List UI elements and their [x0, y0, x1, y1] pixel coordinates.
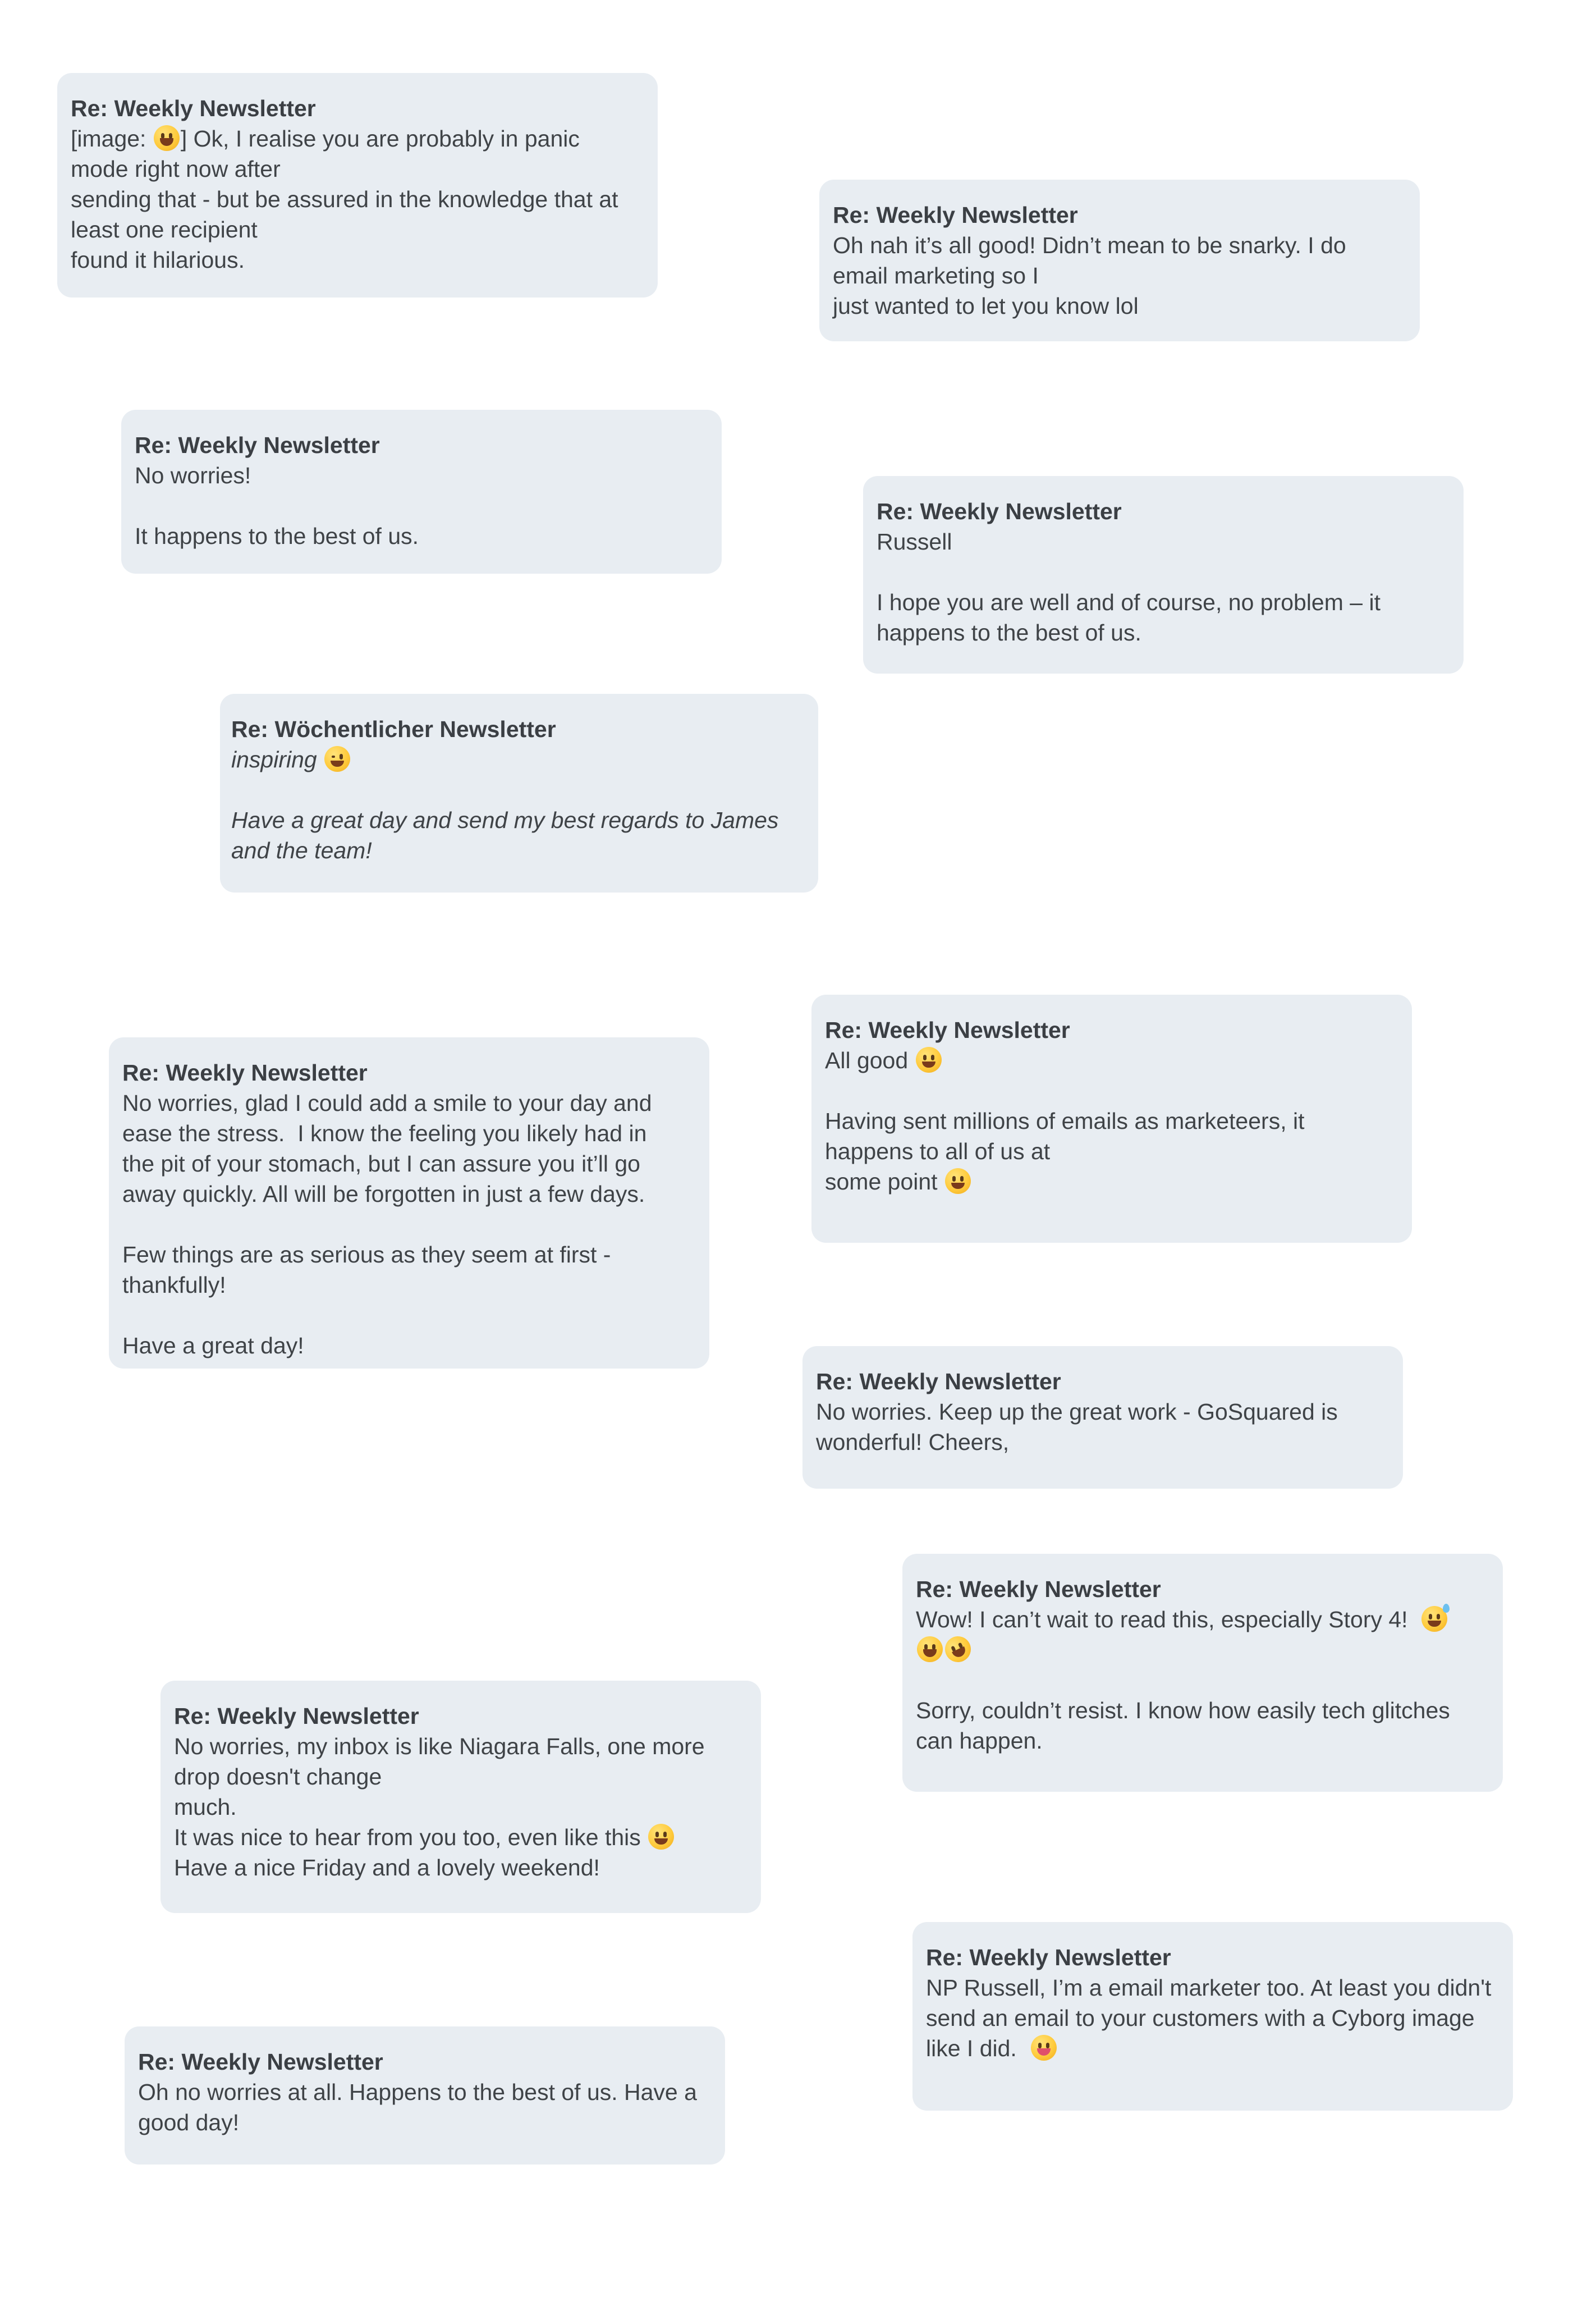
email-reply-card — [902, 1554, 1503, 1792]
email-body-line: much. — [174, 1794, 237, 1820]
email-subject: Re: Weekly Newsletter — [816, 1369, 1061, 1394]
email-subject: Re: Weekly Newsletter — [71, 95, 316, 121]
email-body-line: No worries! — [135, 463, 251, 488]
email-body-line: mode right now after — [71, 156, 281, 182]
email-body-line: No worries. Keep up the great work - GoSquared is — [816, 1399, 1338, 1425]
email-body-line — [135, 491, 708, 521]
email-body-line: NP Russell, I’m a email marketer too. At least you didn't — [926, 1975, 1492, 2001]
email-subject: Re: Weekly Newsletter — [916, 1576, 1161, 1602]
email-body-line: Have a great day! — [122, 1333, 304, 1358]
grinning-face-icon — [648, 1824, 674, 1850]
email-subject: Re: Weekly Newsletter — [825, 1017, 1070, 1043]
email-body-line — [122, 1300, 696, 1330]
grinning-face-with-sweat-icon — [1421, 1606, 1447, 1632]
face-with-tears-of-joy-icon — [917, 1636, 943, 1662]
email-body-line: send an email to your customers with a Cyborg image — [926, 2005, 1475, 2031]
email-body-line: It was nice to hear from you too, even like this — [174, 1822, 747, 1852]
email-reply-card — [863, 476, 1464, 674]
email-body-line: Oh nah it’s all good! Didn’t mean to be snarky. I do — [833, 232, 1346, 258]
email-body-line — [916, 1665, 1489, 1695]
email-reply-card — [109, 1037, 709, 1369]
email-body-line: drop doesn't change — [174, 1764, 382, 1790]
face-with-tears-of-joy-icon — [154, 125, 180, 151]
email-body-line: can happen. — [916, 1728, 1043, 1754]
email-body-line: ease the stress. I know the feeling you likely had in — [122, 1120, 647, 1146]
email-reply-card — [125, 2026, 725, 2165]
email-body-line — [122, 1209, 696, 1239]
grinning-face-icon — [916, 1047, 942, 1073]
email-reply-card — [912, 1922, 1513, 2111]
email-subject: Re: Wöchentlicher Newsletter — [231, 716, 556, 742]
email-body-line: found it hilarious. — [71, 247, 245, 273]
email-body-line: thankfully! — [122, 1272, 226, 1298]
email-subject: Re: Weekly Newsletter — [122, 1060, 368, 1086]
email-body-line: Oh no worries at all. Happens to the best of us. Have a — [138, 2079, 697, 2105]
email-subject: Re: Weekly Newsletter — [135, 432, 380, 458]
email-reply-card — [220, 694, 818, 893]
email-body-line: It happens to the best of us. — [135, 523, 419, 549]
email-subject: Re: Weekly Newsletter — [138, 2049, 383, 2075]
email-body-line — [825, 1076, 1398, 1106]
email-body-line: Sorry, couldn’t resist. I know how easily tech glitches — [916, 1697, 1450, 1723]
email-body-line: Russell — [877, 529, 952, 555]
email-body-line — [916, 1635, 1489, 1665]
email-body-line: Have a nice Friday and a lovely weekend! — [174, 1855, 600, 1880]
email-body-line: wonderful! Cheers, — [816, 1429, 1010, 1455]
email-body-line: Few things are as serious as they seem at first - — [122, 1242, 611, 1268]
email-reply-card — [811, 995, 1412, 1243]
email-body-line: All good — [825, 1045, 1398, 1076]
email-body-line: No worries, glad I could add a smile to your day and — [122, 1090, 652, 1116]
email-body-line: [image: ] Ok, I realise you are probably in panic — [71, 126, 580, 152]
email-body-line: least one recipient — [71, 217, 258, 242]
email-body-line: No worries, my inbox is like Niagara Falls, one more — [174, 1733, 705, 1759]
email-subject: Re: Weekly Newsletter — [877, 498, 1122, 524]
email-body-line: sending that - but be assured in the knowledge that at — [71, 186, 618, 212]
email-body-line: Wow! I can’t wait to read this, especially Story 4! — [916, 1604, 1489, 1635]
email-reply-card — [819, 180, 1420, 341]
email-body-line: happens to all of us at — [825, 1138, 1051, 1164]
email-body-line: Having sent millions of emails as marketeers, it — [825, 1108, 1305, 1134]
email-body-line: and the team! — [231, 838, 372, 863]
email-reply-card — [57, 73, 658, 298]
rolling-on-the-floor-laughing-icon — [941, 1632, 975, 1666]
email-body-line: the pit of your stomach, but I can assure you it’ll go — [122, 1151, 640, 1177]
email-subject: Re: Weekly Newsletter — [926, 1944, 1171, 1970]
email-body-line: just wanted to let you know lol — [833, 293, 1139, 319]
email-reply-card — [121, 410, 722, 574]
email-body-line — [877, 557, 1450, 587]
email-body-line: inspiring — [231, 744, 805, 775]
email-subject: Re: Weekly Newsletter — [833, 202, 1078, 228]
email-body-line: some point — [825, 1166, 1398, 1197]
email-body-line: happens to the best of us. — [877, 620, 1141, 646]
email-subject: Re: Weekly Newsletter — [174, 1703, 419, 1729]
email-body-line: email marketing so I — [833, 263, 1039, 289]
email-body-line: away quickly. All will be forgotten in just a few days. — [122, 1181, 645, 1207]
email-reply-card — [802, 1346, 1403, 1489]
grinning-face-icon — [945, 1168, 971, 1194]
email-reply-card — [160, 1681, 761, 1913]
email-body-line: I hope you are well and of course, no problem – it — [877, 589, 1381, 615]
email-body-line: good day! — [138, 2110, 240, 2135]
email-body-line: like I did. — [926, 2033, 1499, 2063]
email-body-line: Have a great day and send my best regards to James — [231, 807, 779, 833]
face-with-tongue-icon — [1031, 2035, 1057, 2061]
winking-face-icon — [324, 746, 350, 772]
email-body-line — [231, 775, 805, 805]
